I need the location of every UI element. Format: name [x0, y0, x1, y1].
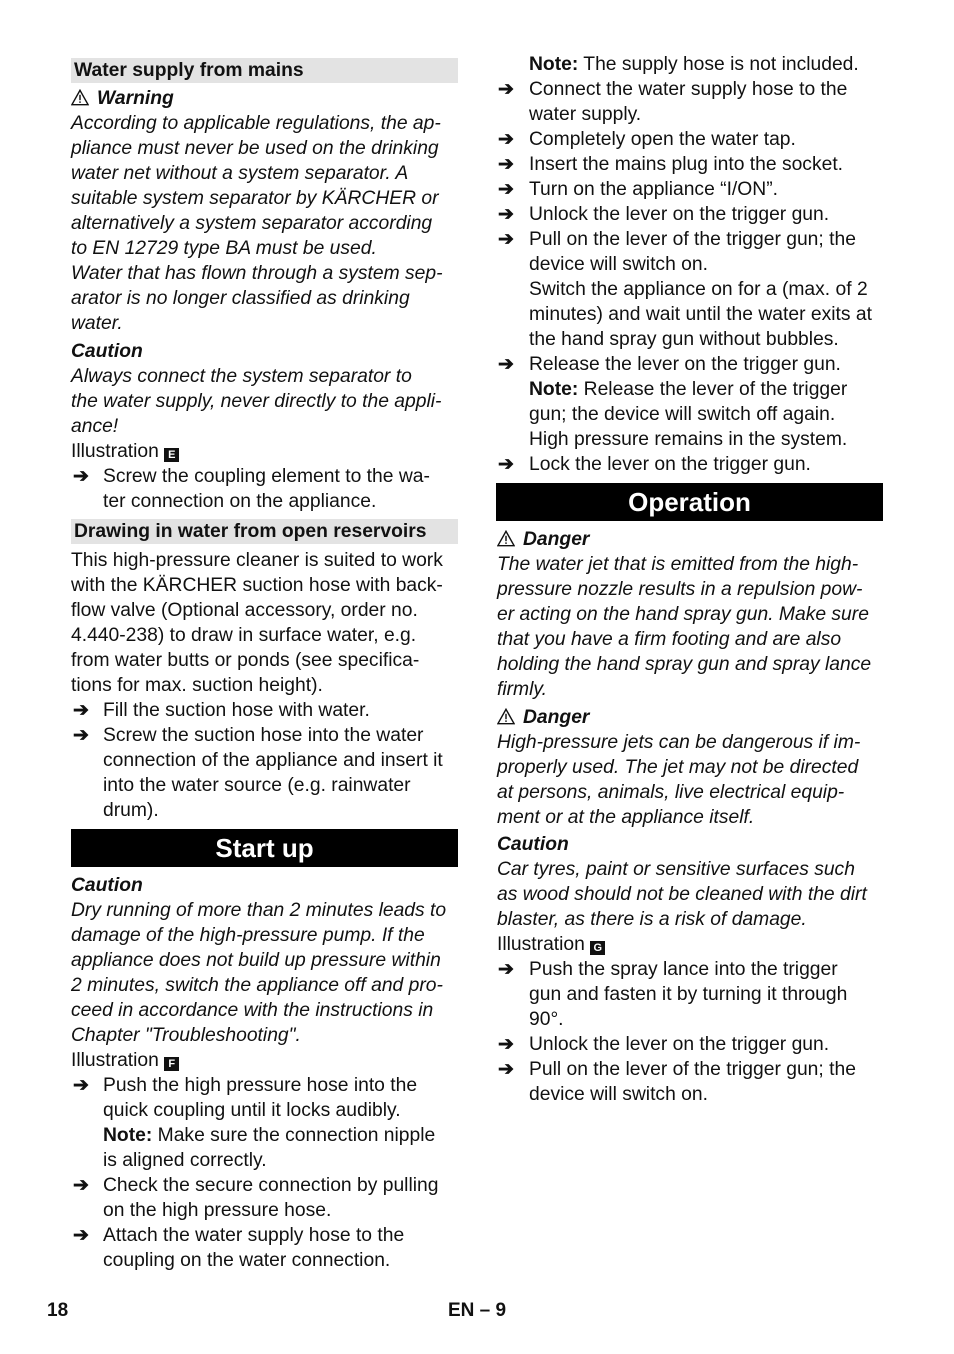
step-text: Connect the water supply hose to the: [529, 79, 848, 100]
arrow-right-icon: ➔: [498, 354, 514, 375]
body-text: flow valve (Optional accessory, order no.: [71, 600, 418, 621]
warning-text: arator is no longer classified as drinking: [71, 288, 410, 309]
step-text: gun and fasten it by turning it through: [529, 984, 848, 1005]
step-text: Screw the coupling element to the wa-: [103, 466, 430, 487]
body-text: tions for max. suction height).: [71, 675, 323, 696]
step-text: connection of the appliance and insert it: [103, 750, 443, 771]
step-text: Completely open the water tap.: [529, 129, 796, 150]
danger-text: er acting on the hand spray gun. Make sure: [497, 604, 869, 625]
illustration-ref: [71, 1048, 179, 1073]
step-text: into the water source (e.g. rainwater: [103, 775, 411, 796]
note-text: The supply hose is not included.: [578, 54, 859, 75]
body-text: This high-pressure cleaner is suited to work: [71, 550, 443, 571]
step-text: Turn on the appliance “I/ON”.: [529, 179, 778, 200]
danger-text: that you have a firm footing and are also: [497, 629, 842, 650]
warning-label: Warning: [97, 88, 174, 109]
chapter-banner-start-up: [71, 829, 458, 867]
warning-triangle-icon: [497, 708, 515, 725]
note-text: Make sure the connection nipple: [152, 1125, 436, 1146]
illustration-label: Illustration: [71, 1050, 159, 1071]
arrow-right-icon: ➔: [73, 1075, 89, 1096]
step-text: Attach the water supply hose to the: [103, 1225, 405, 1246]
illustration-letter-badge: G: [590, 941, 605, 955]
warning-text: pliance must never be used on the drinking: [71, 138, 439, 159]
caution-text: ance!: [71, 416, 119, 437]
danger-text: at persons, animals, live electrical equip-: [497, 782, 845, 803]
caution-text: 2 minutes, switch the appliance off and pro-: [71, 975, 443, 996]
warning-text: According to applicable regulations, the ap-: [71, 113, 441, 134]
step-text: Release the lever on the trigger gun.: [529, 354, 841, 375]
arrow-right-icon: ➔: [498, 204, 514, 225]
danger-heading: [497, 527, 589, 552]
caution-heading: Caution: [71, 875, 143, 896]
danger-label: Danger: [523, 707, 590, 728]
arrow-right-icon: ➔: [498, 959, 514, 980]
illustration-ref: [497, 932, 605, 957]
step-text: 90°.: [529, 1009, 564, 1030]
arrow-right-icon: ➔: [73, 725, 89, 746]
page-number: 18: [47, 1300, 69, 1321]
warning-triangle-icon: [497, 530, 515, 547]
body-text: from water butts or ponds (see specifica-: [71, 650, 420, 671]
arrow-right-icon: ➔: [73, 466, 89, 487]
caution-text: appliance does not build up pressure within: [71, 950, 441, 971]
step-text: minutes) and wait until the water exits at: [529, 304, 872, 325]
danger-text: ment or at the appliance itself.: [497, 807, 755, 828]
warning-text: Water that has flown through a system sep-: [71, 263, 443, 284]
step-text: Switch the appliance on for a (max. of 2: [529, 279, 868, 300]
step-text: Pull on the lever of the trigger gun; the: [529, 229, 856, 250]
step-text: device will switch on.: [529, 254, 708, 275]
illustration-label: Illustration: [497, 934, 585, 955]
danger-text: holding the hand spray gun and spray lance: [497, 654, 872, 675]
arrow-right-icon: ➔: [73, 1175, 89, 1196]
danger-text: firmly.: [497, 679, 547, 700]
step-text: drum).: [103, 800, 159, 821]
caution-text: ceed in accordance with the instructions in: [71, 1000, 434, 1021]
step-text: Check the secure connection by pulling: [103, 1175, 439, 1196]
danger-text: High-pressure jets can be dangerous if im-: [497, 732, 861, 753]
section-heading-drawing-water: [71, 519, 458, 544]
danger-heading: [497, 705, 589, 730]
chapter-title: Start up: [215, 833, 314, 863]
caution-text: blaster, as there is a risk of damage.: [497, 909, 807, 930]
note-text: is aligned correctly.: [103, 1150, 267, 1171]
note-label: Note:: [529, 54, 579, 75]
chapter-banner-operation: [496, 483, 883, 521]
section-heading-water-supply: [71, 58, 458, 83]
caution-text: Always connect the system separator to: [71, 366, 412, 387]
arrow-right-icon: ➔: [498, 179, 514, 200]
note-text: Release the lever of the trigger: [578, 379, 848, 400]
arrow-right-icon: ➔: [498, 229, 514, 250]
arrow-right-icon: ➔: [498, 1034, 514, 1055]
note-line: [529, 377, 847, 402]
warning-text: to EN 12729 type BA must be used.: [71, 238, 377, 259]
danger-text: pressure nozzle results in a repulsion pow-: [497, 579, 863, 600]
caution-text: as wood should not be cleaned with the dirt: [497, 884, 867, 905]
step-text: on the high pressure hose.: [103, 1200, 332, 1221]
step-text: Screw the suction hose into the water: [103, 725, 424, 746]
illustration-letter-badge: E: [164, 448, 179, 462]
warning-text: alternatively a system separator according: [71, 213, 433, 234]
note-label: Note:: [103, 1125, 153, 1146]
step-text: Insert the mains plug into the socket.: [529, 154, 844, 175]
section-heading-text: Drawing in water from open reservoirs: [74, 521, 427, 542]
step-text: coupling on the water connection.: [103, 1250, 391, 1271]
arrow-right-icon: ➔: [73, 700, 89, 721]
note-text: gun; the device will switch off again.: [529, 404, 836, 425]
step-text: the hand spray gun without bubbles.: [529, 329, 839, 350]
warning-text: suitable system separator by KÄRCHER or: [71, 188, 439, 209]
section-heading-text: Water supply from mains: [74, 60, 304, 81]
step-text: device will switch on.: [529, 1084, 708, 1105]
chapter-title: Operation: [628, 487, 751, 517]
note-label: Note:: [529, 379, 579, 400]
warning-triangle-icon: [71, 89, 89, 106]
body-text: with the KÄRCHER suction hose with back-: [71, 575, 443, 596]
note-text: High pressure remains in the system.: [529, 429, 848, 450]
step-text: Push the spray lance into the trigger: [529, 959, 838, 980]
arrow-right-icon: ➔: [498, 454, 514, 475]
arrow-right-icon: ➔: [73, 1225, 89, 1246]
step-text: Pull on the lever of the trigger gun; the: [529, 1059, 856, 1080]
caution-heading: Caution: [71, 341, 143, 362]
note-line: [103, 1123, 435, 1148]
caution-text: the water supply, never directly to the appli-: [71, 391, 442, 412]
illustration-letter-badge: F: [164, 1057, 179, 1071]
caution-text: Car tyres, paint or sensitive surfaces such: [497, 859, 855, 880]
step-text: Unlock the lever on the trigger gun.: [529, 204, 830, 225]
danger-label: Danger: [523, 529, 590, 550]
danger-text: The water jet that is emitted from the high-: [497, 554, 859, 575]
step-text: Fill the suction hose with water.: [103, 700, 370, 721]
warning-text: water.: [71, 313, 123, 334]
body-text: 4.440-238) to draw in surface water, e.g.: [71, 625, 417, 646]
illustration-ref: [71, 439, 179, 464]
caution-text: Dry running of more than 2 minutes leads to: [71, 900, 447, 921]
step-text: ter connection on the appliance.: [103, 491, 377, 512]
section-page-label: EN – 9: [448, 1300, 507, 1321]
arrow-right-icon: ➔: [498, 154, 514, 175]
note-line: [529, 52, 859, 77]
step-text: Lock the lever on the trigger gun.: [529, 454, 811, 475]
illustration-label: Illustration: [71, 441, 159, 462]
step-text: quick coupling until it locks audibly.: [103, 1100, 401, 1121]
caution-text: Chapter "Troubleshooting".: [71, 1025, 301, 1046]
step-text: Unlock the lever on the trigger gun.: [529, 1034, 830, 1055]
step-text: Push the high pressure hose into the: [103, 1075, 418, 1096]
danger-text: properly used. The jet may not be directed: [497, 757, 859, 778]
warning-text: water net without a system separator. A: [71, 163, 409, 184]
arrow-right-icon: ➔: [498, 1059, 514, 1080]
arrow-right-icon: ➔: [498, 129, 514, 150]
caution-heading: Caution: [497, 834, 569, 855]
arrow-right-icon: ➔: [498, 79, 514, 100]
step-text: water supply.: [529, 104, 642, 125]
warning-heading: [71, 86, 174, 111]
caution-text: damage of the high-pressure pump. If the: [71, 925, 425, 946]
